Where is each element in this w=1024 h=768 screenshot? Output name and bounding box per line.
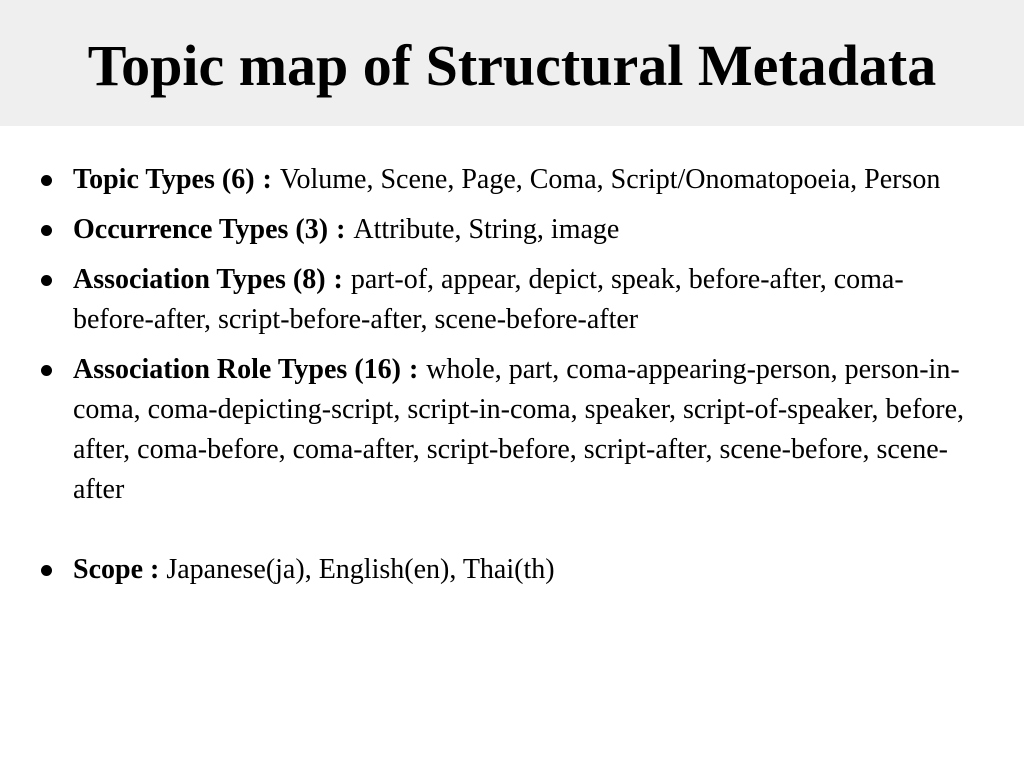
bullet-separator: : [333,264,343,295]
bullet-dot-icon [41,275,52,286]
bullet-label: Association Role Types (16) [73,354,401,385]
slide-title: Topic map of Structural Metadata [87,33,937,98]
bullet-text: Japanese(ja), English(en), Thai(th) [166,554,555,585]
bullet-text: Attribute, String, image [353,214,620,245]
bullet-dot-icon [41,225,52,236]
bullet-text: whole, part, coma-appearing-person, person-in-coma, coma-depicting-script, script-in-coma, speaker, script-of-speaker, before, after, coma-before, coma-after, script-before, script-after, scene-before, scene-after [73,354,965,505]
bullet-label: Association Types (8) [73,264,326,295]
bullet-dot-icon [41,175,52,186]
bullet-dot-icon [41,365,52,376]
bullet-separator: : [408,354,419,385]
bullet-label: Scope : [73,554,160,585]
bullet-list [0,160,1024,600]
title-bar [0,0,1024,126]
bullet-item-association-role-types [0,350,1024,510]
bullet-text: Volume, Scene, Page, Coma, Script/Onomatopoeia, Person [279,164,941,195]
bullet-text: part-of, appear, depict, speak, before-after, coma-before-after, script-before-after, scene-before-after [73,264,904,335]
bullet-dot-icon [41,565,52,576]
bullet-label: Occurrence Types (3) [73,214,329,245]
bullet-separator: : [336,214,346,245]
bullet-item-association-types [0,260,1024,340]
bullet-item-occurrence-types [0,210,1024,250]
bullet-item-scope [0,550,1024,590]
bullet-label: Topic Types (6) [73,164,255,195]
bullet-item-topic-types [0,160,1024,200]
bullet-separator: : [262,164,272,195]
